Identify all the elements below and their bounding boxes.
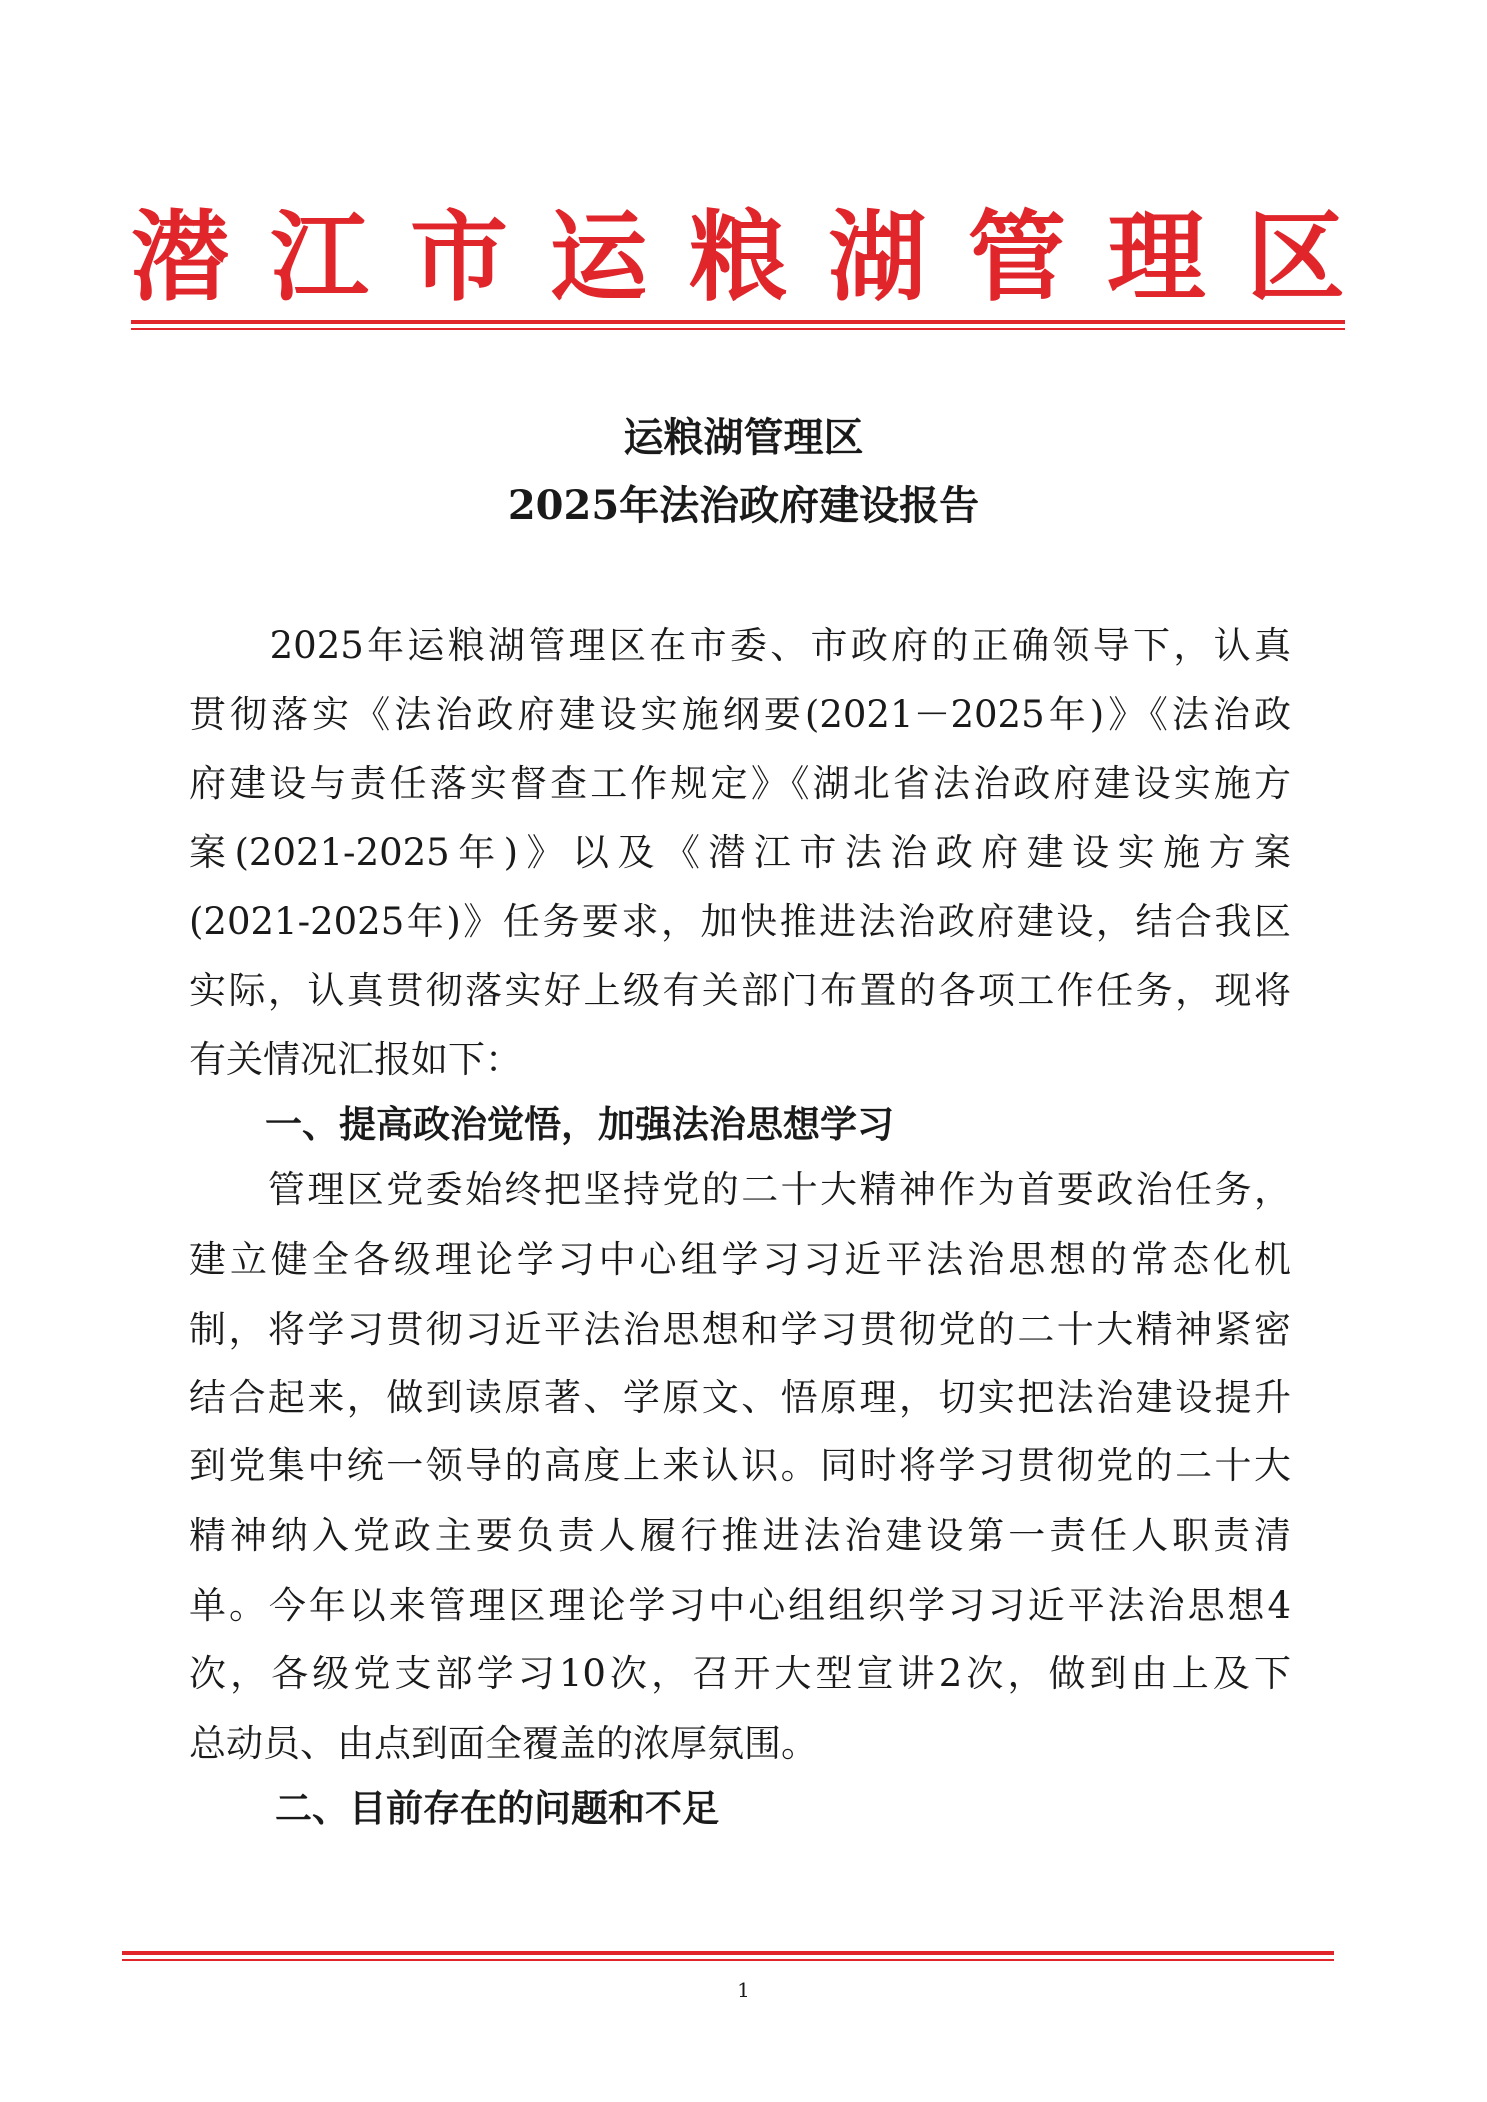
paragraph-line: 案(2021-2025年)》以及《潜江市法治政府建设实施方案 bbox=[189, 831, 1291, 874]
paragraph-line: 府建设与责任落实督查工作规定》《湖北省法治政府建设实施方 bbox=[189, 762, 1291, 805]
paragraph-line: (2021-2025年)》任务要求，加快推进法治政府建设，结合我区 bbox=[189, 900, 1291, 943]
masthead-char: 理 bbox=[1107, 200, 1206, 315]
section-heading-2: 二、目前存在的问题和不足 bbox=[275, 1787, 719, 1830]
paragraph-line: 次，各级党支部学习10次，召开大型宣讲2次，做到由上及下 bbox=[189, 1652, 1291, 1695]
footer-rule-thin bbox=[122, 1959, 1334, 1961]
paragraph-line: 精神纳入党政主要负责人履行推进法治建设第一责任人职责清 bbox=[189, 1514, 1291, 1557]
paragraph-line: 2025年运粮湖管理区在市委、市政府的正确领导下，认真 bbox=[189, 624, 1291, 667]
paragraph-line: 建立健全各级理论学习中心组学习习近平法治思想的常态化机 bbox=[189, 1238, 1291, 1281]
masthead-char: 粮 bbox=[688, 200, 787, 315]
masthead-char: 湖 bbox=[828, 200, 927, 315]
masthead-char: 管 bbox=[967, 200, 1066, 315]
masthead-rule-thin bbox=[131, 328, 1345, 330]
footer-rule-thick bbox=[122, 1951, 1334, 1955]
paragraph-line: 总动员、由点到面全覆盖的浓厚氛围。 bbox=[189, 1722, 818, 1765]
document-title-line2: 2025年法治政府建设报告 bbox=[507, 482, 980, 529]
masthead-title bbox=[131, 200, 1345, 315]
paragraph-line: 结合起来，做到读原著、学原文、悟原理，切实把法治建设提升 bbox=[189, 1376, 1291, 1419]
paragraph-line: 管理区党委始终把坚持党的二十大精神作为首要政治任务， bbox=[189, 1168, 1291, 1211]
masthead-char: 区 bbox=[1246, 200, 1345, 315]
paragraph-line: 实际，认真贯彻落实好上级有关部门布置的各项工作任务，现将 bbox=[189, 969, 1291, 1012]
paragraph-line: 到党集中统一领导的高度上来认识。同时将学习贯彻党的二十大 bbox=[189, 1444, 1291, 1487]
section-heading-1: 一、提高政治觉悟，加强法治思想学习 bbox=[265, 1103, 894, 1146]
masthead-char: 市 bbox=[409, 200, 508, 315]
paragraph-line: 制，将学习贯彻习近平法治思想和学习贯彻党的二十大精神紧密 bbox=[189, 1308, 1291, 1351]
page-number: 1 bbox=[737, 1978, 750, 2002]
masthead-char: 运 bbox=[549, 200, 648, 315]
paragraph-line: 单。今年以来管理区理论学习中心组组织学习习近平法治思想4 bbox=[189, 1584, 1291, 1627]
masthead-char: 潜 bbox=[131, 200, 230, 315]
masthead-char: 江 bbox=[270, 200, 369, 315]
paragraph-line: 贯彻落实《法治政府建设实施纲要(2021－2025年)》《法治政 bbox=[189, 693, 1291, 736]
paragraph-line: 有关情况汇报如下： bbox=[189, 1038, 522, 1081]
document-title-line1: 运粮湖管理区 bbox=[623, 414, 864, 461]
masthead-rule-thick bbox=[131, 320, 1345, 324]
